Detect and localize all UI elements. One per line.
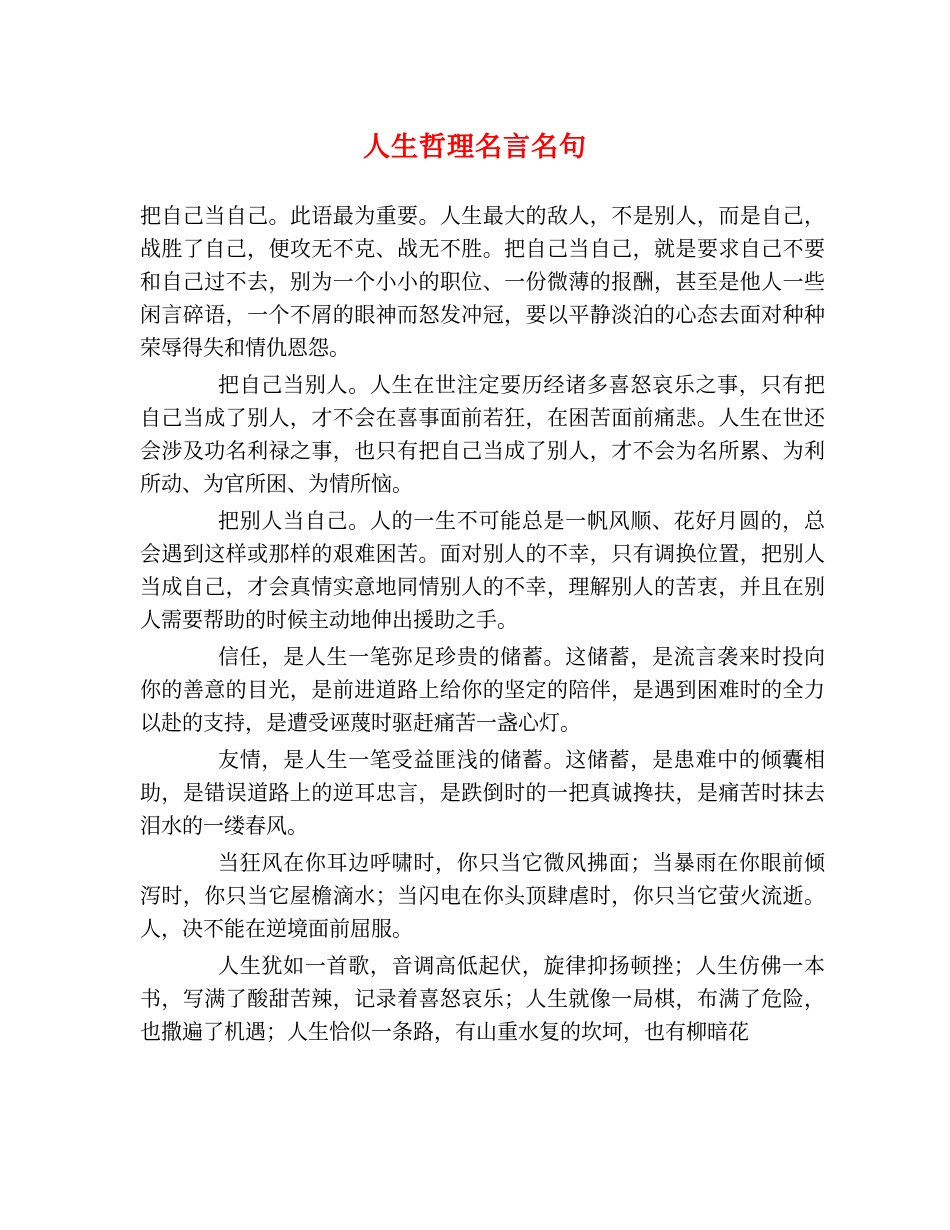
paragraph-3: 把别人当自己。人的一生不可能总是一帆风顺、花好月圆的，总会遇到这样或那样的艰难困苦。面对别人的不幸，只有调换位置，把别人当成自己，才会真情实意地同情别人的不幸，理解别人的苦衷，并且在别人需要帮助的时候主动地伸出援助之手。 xyxy=(140,509,825,632)
paragraph-1: 把自己当自己。此语最为重要。人生最大的敌人，不是别人，而是自己，战胜了自己，便攻无不克、战无不胜。把自己当自己，就是要求自己不要和自己过不去，别为一个小小的职位、一份微薄的报酬，甚至是他人一些闲言碎语，一个不屑的眼神而怒发冲冠，要以平静淡泊的心态去面对种种荣辱得失和情仇恩怨。 xyxy=(140,204,825,360)
paragraph-2: 把自己当别人。人生在世注定要历经诸多喜怒哀乐之事，只有把自己当成了别人，才不会在喜事面前若狂，在困苦面前痛悲。人生在世还会涉及功名利禄之事，也只有把自己当成了别人，才不会为名所累、为利所动、为官所困、为情所恼。 xyxy=(140,373,825,496)
paragraph-6: 当狂风在你耳边呼啸时，你只当它微风拂面；当暴雨在你眼前倾泻时，你只当它屋檐滴水；当闪电在你头顶肆虐时，你只当它萤火流逝。人，决不能在逆境面前屈服。 xyxy=(140,851,825,941)
paragraph-4: 信任，是人生一笔弥足珍贵的储蓄。这储蓄，是流言袭来时投向你的善意的目光，是前进道路上给你的坚定的陪伴，是遇到困难时的全力以赴的支持，是遭受诬蔑时驱赶痛苦一盏心灯。 xyxy=(140,645,825,735)
document-body xyxy=(140,200,825,1053)
paragraph-5: 友情，是人生一笔受益匪浅的储蓄。这储蓄，是患难中的倾囊相助，是错误道路上的逆耳忠言，是跌倒时的一把真诚搀扶，是痛苦时抹去泪水的一缕春风。 xyxy=(140,748,825,838)
paragraph-7: 人生犹如一首歌，音调高低起伏，旋律抑扬顿挫；人生仿佛一本书，写满了酸甜苦辣，记录着喜怒哀乐；人生就像一局棋，布满了危险，也撒遍了机遇；人生恰似一条路，有山重水复的坎坷，也有柳暗花 xyxy=(140,954,825,1044)
document-title: 人生哲理名言名句 xyxy=(363,132,587,163)
